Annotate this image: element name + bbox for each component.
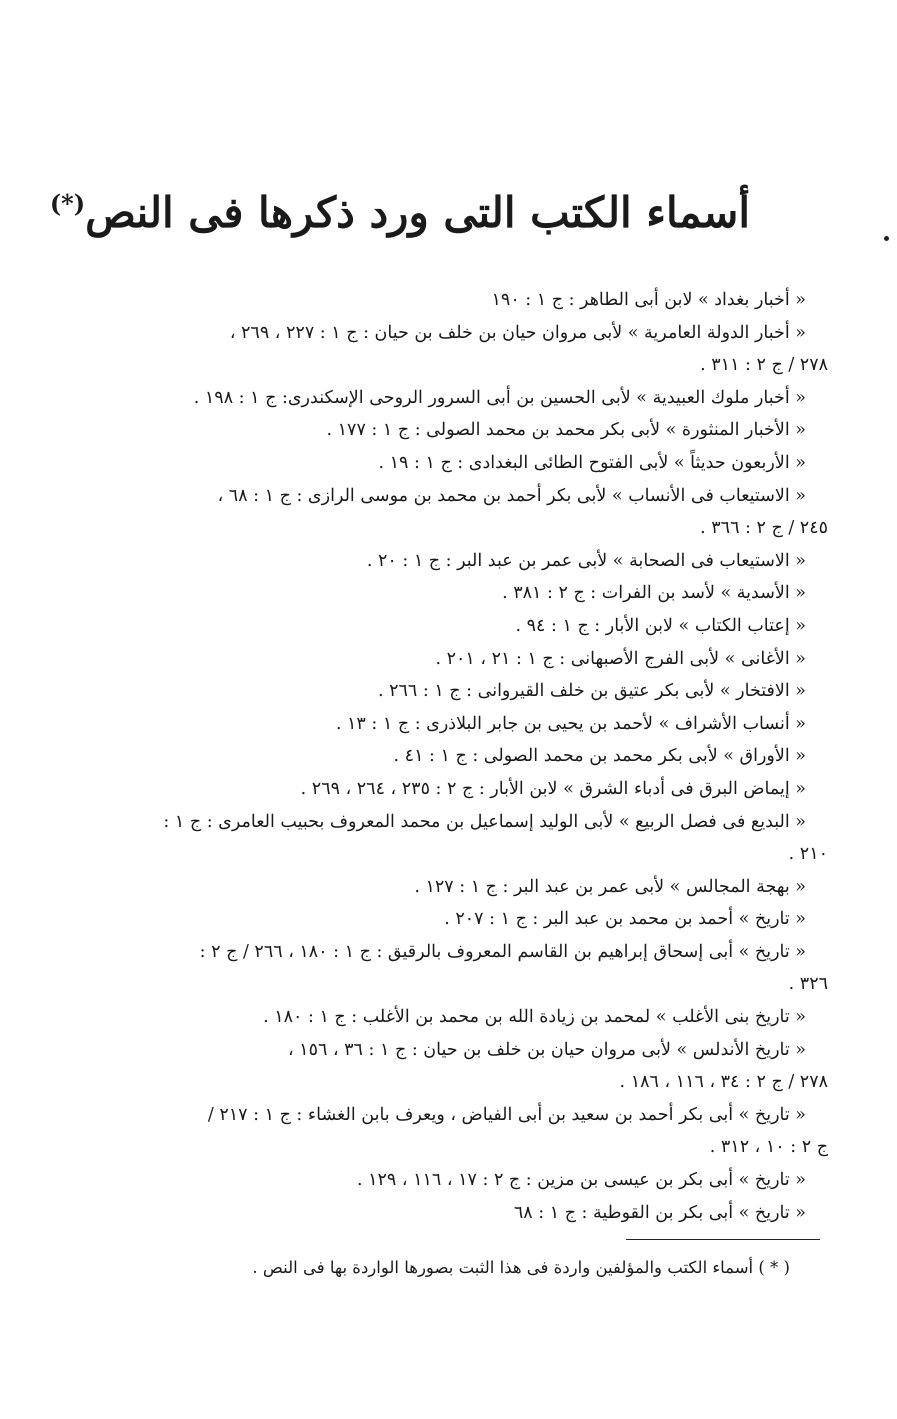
book-entry-line: « تاريخ » أحمد بن محمد بن عبد البر : ج ١ : ٢٠٧ . [444,909,806,930]
title-footnote-mark: (*) [49,189,86,218]
page-title [49,188,750,237]
book-entry-line: « تاريخ بنى الأغلب » لمحمد بن زيادة الله بن محمد بن الأغلب : ج ١ : ١٨٠ . [263,1007,806,1028]
book-entry-line: « أخبار الدولة العامرية » لأبى مروان حيان بن خلف بن حيان : ج ١ : ٢٢٧ ، ٢٦٩ ، [229,322,806,343]
book-entry-line: « البديع فى فصل الربيع » لأبى الوليد إسماعيل بن محمد المعروف بحبيب العامرى : ج ١ : [163,811,806,832]
book-entry-line: « تاريخ » أبى بكر بن عيسى بن مزين : ج ٢ : ١٧ ، ١١٦ ، ١٢٩ . [356,1170,806,1191]
book-entry-continuation: ٣٢٦ . [788,974,828,995]
book-entry-line: « تاريخ » أبى إسحاق إبراهيم بن القاسم المعروف بالرقيق : ج ١ : ١٨٠ ، ٢٦٦ / ج ٢ : [199,941,806,962]
footnote: ( * ) أسماء الكتب والمؤلفين واردة فى هذا الثبت بصورها الواردة بها فى النص . [252,1258,790,1277]
book-entry-line: « الأوراق » لأبى بكر محمد بن محمد الصولى : ج ١ : ٤١ . [393,746,806,767]
book-entry-line: « إعتاب الكتاب » لابن الأبار : ج ١ : ٩٤ . [515,615,806,636]
book-entry-line: « الاستيعاب فى الأنساب » لأبى بكر أحمد بن محمد بن موسى الرازى : ج ١ : ٦٨ ، [217,485,806,506]
book-entry-continuation: ٢٤٥ / ج ٢ : ٣٦٦ . [700,518,828,539]
book-entry-line: « الأربعون حديثاً » لأبى الفتوح الطائى البغدادى : ج ١ : ١٩ . [378,452,806,473]
book-entry-line: « تاريخ » أبى بكر أحمد بن سعيد بن أبى الفياض ، ويعرف بابن الغشاء : ج ١ : ٢١٧ / [207,1104,806,1125]
book-entry-line: « الاستيعاب فى الصحابة » لأبى عمر بن عبد البر : ج ١ : ٢٠ . [366,550,806,571]
book-list [148,284,828,1229]
book-entry-continuation: ٢٧٨ / ج ٢ : ٣١١ . [700,355,828,376]
book-entry-line: « أنساب الأشراف » لأحمد بن يحيى بن جابر البلاذرى : ج ١ : ١٣ . [335,713,806,734]
footnote-divider [626,1239,820,1240]
book-entry-continuation: ٢١٠ . [788,844,828,865]
book-entry-continuation: ٢٧٨ / ج ٢ : ٣٤ ، ١١٦ ، ١٨٦ . [619,1072,828,1093]
book-entry-line: « أخبار ملوك العبيدية » لأبى الحسين بن أبى السرور الروحى الإسكندرى: ج ١ : ١٩٨ . [193,387,806,408]
book-entry-line: « الأسدية » لأسد بن الفرات : ج ٢ : ٣٨١ . [502,583,806,604]
margin-dot [884,236,889,241]
book-entry-line: « الافتخار » لأبى بكر عتيق بن خلف القيروانى : ج ١ : ٢٦٦ . [377,681,806,702]
book-entry-line: « تاريخ » أبى بكر بن القوطية : ج ١ : ٦٨ [513,1202,806,1223]
book-entry-line: « أخبار بغداد » لابن أبى الطاهر : ج ١ : ١٩٠ [491,290,806,310]
book-entry-line: « الأغانى » لأبى الفرج الأصبهانى : ج ١ : ٢١ ، ٢٠١ . [435,648,806,669]
book-entry-continuation: ج ٢ : ١٠ ، ٣١٢ . [709,1137,828,1158]
book-entry-line: « تاريخ الأندلس » لأبى مروان حيان بن خلف بن حيان : ج ١ : ٣٦ ، ١٥٦ ، [287,1039,806,1060]
page-title-text: أسماء الكتب التى ورد ذكرها فى النص [85,188,750,237]
book-entry-line: « بهجة المجالس » لأبى عمر بن عبد البر : ج ١ : ١٢٧ . [414,876,806,897]
book-entry-line: « إيماض البرق فى أدباء الشرق » لابن الأبار : ج ٢ : ٢٣٥ ، ٢٦٤ ، ٢٦٩ . [300,778,806,799]
book-entry-line: « الأخبار المنثورة » لأبى بكر محمد بن محمد الصولى : ج ١ : ١٧٧ . [326,420,806,441]
